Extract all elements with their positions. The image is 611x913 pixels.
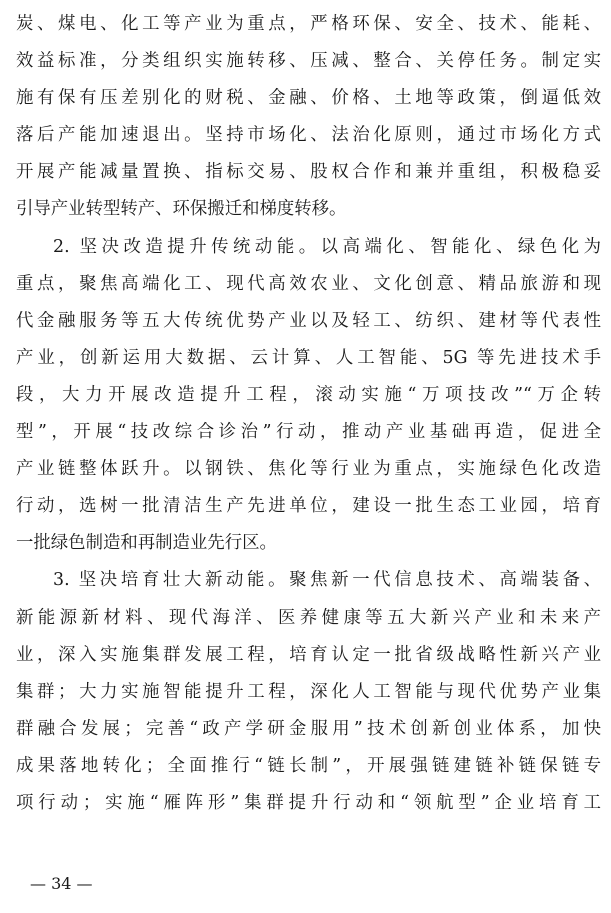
- text-line: 项行动；实施“雁阵形”集群提升行动和“领航型”企业培育工: [16, 792, 601, 813]
- page-number: — 34 —: [30, 874, 93, 893]
- text-line: 引导产业转型转产、环保搬迁和梯度转移。: [16, 199, 347, 220]
- text-line: 产业，创新运用大数据、云计算、人工智能、5G 等先进技术手: [16, 347, 601, 368]
- document-body: [16, 6, 601, 822]
- text-line: 产业链整体跃升。以钢铁、焦化等行业为重点，实施绿色化改造: [16, 459, 601, 480]
- text-line: 3. 坚决培育壮大新动能。聚焦新一代信息技术、高端装备、: [53, 570, 601, 591]
- text-line: 群融合发展；完善“政产学研金服用”技术创新创业体系，加快: [16, 718, 601, 739]
- text-line: 一批绿色制造和再制造业先行区。: [16, 533, 277, 554]
- text-line: 落后产能加速退出。坚持市场化、法治化原则，通过市场化方式: [16, 125, 601, 146]
- text-line: 重点，聚焦高端化工、现代高效农业、文化创意、精品旅游和现: [16, 273, 601, 294]
- text-line: 段，大力开展改造提升工程，滚动实施“万项技改”“万企转: [16, 384, 601, 405]
- text-line: 炭、煤电、化工等产业为重点，严格环保、安全、技术、能耗、: [16, 14, 601, 34]
- text-line: 开展产能减量置换、指标交易、股权合作和兼并重组，积极稳妥: [16, 162, 601, 183]
- text-line: 型”，开展“技改综合诊治”行动，推动产业基础再造，促进全: [16, 422, 601, 443]
- text-line: 代金融服务等五大传统优势产业以及轻工、纺织、建材等代表性: [16, 310, 601, 331]
- text-line: 施有保有压差别化的财税、金融、价格、土地等政策，倒逼低效: [16, 88, 601, 109]
- text-line: 集群；大力实施智能提升工程，深化人工智能与现代优势产业集: [16, 681, 601, 702]
- text-line: 效益标准，分类组织实施转移、压减、整合、关停任务。制定实: [16, 51, 601, 72]
- text-line: 行动，选树一批清洁生产先进单位，建设一批生态工业园，培育: [16, 496, 601, 517]
- text-line: 业，深入实施集群发展工程，培育认定一批省级战略性新兴产业: [16, 644, 601, 665]
- text-line: 2. 坚决改造提升传统动能。以高端化、智能化、绿色化为: [53, 236, 601, 257]
- text-line: 新能源新材料、现代海洋、医养健康等五大新兴产业和未来产: [16, 607, 601, 628]
- text-line: 成果落地转化；全面推行“链长制”，开展强链建链补链保链专: [16, 755, 601, 776]
